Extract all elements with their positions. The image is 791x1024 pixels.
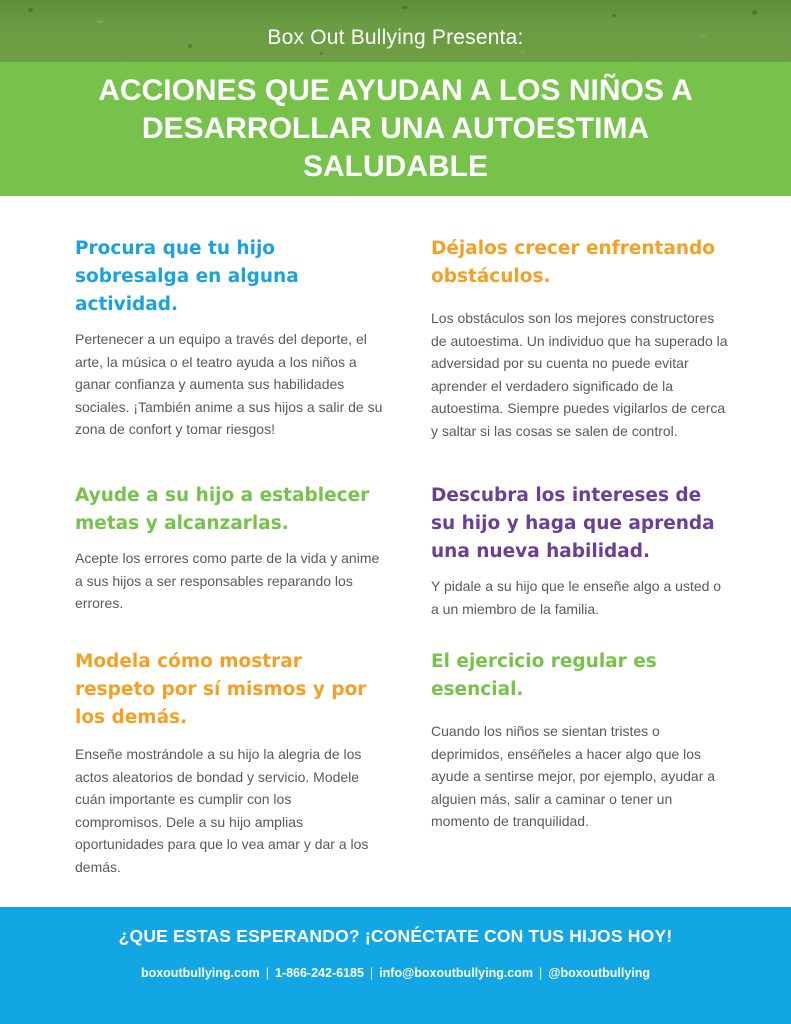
tip-card-obstacles bbox=[431, 235, 731, 442]
title-line: DESARROLLAR UNA AUTOESTIMA bbox=[141, 112, 650, 145]
separator: | bbox=[369, 966, 374, 980]
tip-card-goals bbox=[75, 482, 385, 615]
header-texture-band bbox=[0, 0, 791, 62]
tip-card-respect bbox=[75, 648, 375, 878]
email-link[interactable]: info@boxoutbullying.com bbox=[379, 966, 534, 980]
tip-body: Y pidale a su hijo que le enseñe algo a usted o a un miembro de la familia. bbox=[431, 578, 722, 617]
tip-heading: Ayude a su hijo a establecer metas y alcanzarlas. bbox=[75, 485, 370, 534]
tip-body: Cuando los niños se sientan tristes o deprimidos, enséñeles a hacer algo que los ayude a sentirse mejor, por ejemplo, ayudar a alguien más, salir a caminar o tener un momento de tranquilidad. bbox=[431, 723, 716, 829]
tip-heading: Modela cómo mostrar respeto por sí mismos y por los demás. bbox=[75, 651, 367, 728]
website-link[interactable]: boxoutbullying.com bbox=[140, 966, 260, 980]
tip-card-interests bbox=[431, 482, 731, 620]
tip-body: Acepte los errores como parte de la vida y anime a sus hijos a ser responsables reparando los errores. bbox=[75, 550, 380, 611]
tip-heading: El ejercicio regular es esencial. bbox=[431, 651, 657, 700]
social-handle-link[interactable]: @boxoutbullying bbox=[548, 966, 651, 980]
page-title bbox=[60, 72, 731, 186]
title-line: SALUDABLE bbox=[303, 150, 488, 183]
tip-heading: Déjalos crecer enfrentando obstáculos. bbox=[431, 238, 716, 287]
tip-body: Enseñe mostrándole a su hijo la alegria de los actos aleatorios de bondad y servicio. Modele cuán importante es cumplir con los compromisos. Dele a su hijo amplias oportunidades para que lo vea amar y dar a los demás. bbox=[75, 746, 369, 875]
tip-heading: Descubra los intereses de su hijo y haga que aprenda una nueva habilidad. bbox=[431, 485, 715, 562]
tip-heading: Procura que tu hijo sobresalga en alguna actividad. bbox=[75, 238, 299, 315]
tip-card-excel-activity bbox=[75, 235, 385, 441]
call-to-action: ¿QUE ESTAS ESPERANDO? ¡CONÉCTATE CON TUS HIJOS HOY! bbox=[118, 926, 673, 946]
contact-line bbox=[0, 966, 791, 980]
separator: | bbox=[265, 966, 269, 980]
presenter-text: Box Out Bullying Presenta: bbox=[267, 26, 524, 49]
phone-link[interactable]: 1-866-242-6185 bbox=[274, 966, 364, 980]
tip-body: Los obstáculos son los mejores constructores de autoestima. Un individuo que ha superado la adversidad por su cuenta no puede evitar aprender el verdadero significado de la autoestima. Siempre puedes vigilarlos de cerca y saltar si las cosas se salen de control. bbox=[431, 310, 728, 439]
separator: | bbox=[539, 966, 543, 980]
tip-body: Pertenecer a un equipo a través del deporte, el arte, la música o el teatro ayuda a los niños a ganar confianza y aumenta sus habilidades sociales. ¡También anime a sus hijos a salir de su zona de confort y tomar riesgos! bbox=[75, 331, 383, 437]
tip-card-exercise bbox=[431, 648, 731, 833]
title-line: ACCIONES QUE AYUDAN A LOS NIÑOS A bbox=[98, 74, 693, 107]
